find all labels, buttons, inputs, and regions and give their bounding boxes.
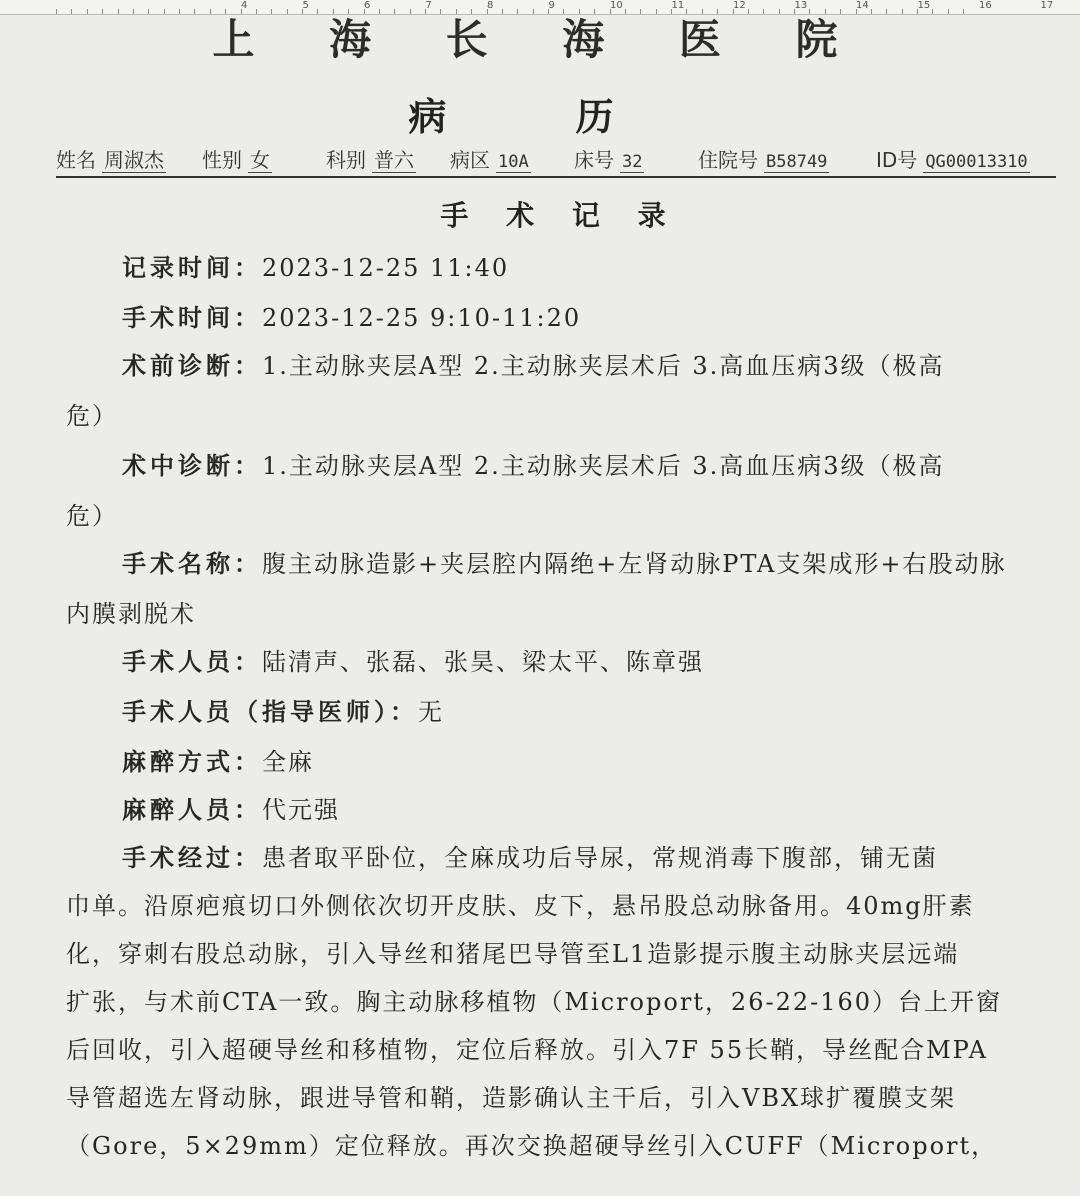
process-line: 扩张，与术前CTA一致。胸主动脉移植物（Microport，26-22-160）台上开窗: [66, 988, 1003, 1016]
dept-label: 科别: [326, 148, 366, 172]
id-number: QG00013310: [925, 152, 1028, 172]
preop-diagnosis: 1.主动脉夹层A型 2.主动脉夹层术后 3.高血压病3级（极高: [262, 352, 945, 380]
ruler-tick-label: 14: [856, 0, 869, 11]
sex-label: 性别: [202, 148, 242, 172]
id-label: ID号: [876, 148, 918, 172]
ruler-tick-label: 6: [364, 0, 371, 11]
admission-number: B58749: [766, 152, 828, 172]
dept-field: [326, 144, 416, 173]
preop-diagnosis-row: [122, 346, 945, 381]
bed-label: 床号: [574, 148, 614, 172]
guide-row: [122, 692, 444, 727]
preop-label: 术前诊断：: [122, 351, 262, 380]
anesthetist: 代元强: [262, 796, 340, 824]
surgery-name-cont: 内膜剥脱术: [66, 600, 196, 628]
anesthesia-label: 麻醉方式：: [122, 747, 262, 776]
record-time-row: [122, 248, 509, 283]
bed-field: [574, 144, 644, 173]
process-line: 化，穿刺右股总动脉，引入导丝和猪尾巴导管至L1造影提示腹主动脉夹层远端: [66, 940, 960, 968]
intraop-label: 术中诊断：: [122, 451, 262, 480]
anesthesia: 全麻: [262, 748, 314, 776]
intraop-diagnosis-row: [122, 446, 945, 481]
surgery-time-label: 手术时间：: [122, 303, 262, 332]
admission-field: [698, 144, 829, 173]
patient-dept: 普六: [374, 148, 414, 172]
ruler-tick-label: 16: [979, 0, 992, 11]
patient-ward: 10A: [498, 152, 529, 172]
anesthetist-label: 麻醉人员：: [122, 795, 262, 824]
patient-sex: 女: [250, 148, 270, 172]
ruler-tick-label: 12: [733, 0, 746, 11]
surgery-name-row: [122, 544, 1007, 579]
section-title: 手 术 记 录: [440, 199, 680, 232]
document-title: 病 历: [408, 94, 672, 139]
process-line: 巾单。沿原疤痕切口外侧依次切开皮肤、皮下，悬吊股总动脉备用。40mg肝素: [66, 892, 975, 920]
ruler-tick-label: 13: [794, 0, 808, 11]
ruler-tick-label: 9: [548, 0, 555, 11]
hospital-name: 上 海 长 海 医 院: [212, 15, 868, 60]
ruler-tick-label: 5: [302, 0, 309, 11]
ruler-tick-label: 10: [610, 0, 623, 11]
name-label: 姓名: [56, 148, 96, 172]
process-line: 导管超选左肾动脉，跟进导管和鞘，造影确认主干后，引入VBX球扩覆膜支架: [66, 1084, 957, 1112]
record-time: 2023-12-25 11:40: [262, 254, 510, 282]
staff-label: 手术人员：: [122, 647, 262, 676]
patient-info-bar: [56, 142, 1056, 178]
ward-label: 病区: [450, 148, 490, 172]
surgery-name-label: 手术名称：: [122, 549, 262, 578]
intraop-diagnosis-cont: 危）: [66, 502, 118, 530]
patient-name-field: [56, 144, 166, 173]
process-label: 手术经过：: [122, 843, 262, 872]
ruler-tick-label: 15: [917, 0, 931, 11]
patient-name: 周淑杰: [104, 148, 164, 172]
surgery-time-row: [122, 298, 581, 333]
anesthetist-row: [122, 790, 340, 825]
guide: 无: [418, 698, 444, 726]
surgery-name: 腹主动脉造影+夹层腔内隔绝+左肾动脉PTA支架成形+右股动脉: [262, 550, 1007, 578]
surgery-time: 2023-12-25 9:10-11:20: [262, 304, 582, 332]
sex-field: [202, 144, 272, 173]
ruler-tick-label: 11: [671, 0, 685, 11]
patient-bed: 32: [622, 152, 643, 172]
staff-row: [122, 642, 704, 677]
ruler-tick-label: 7: [425, 0, 432, 11]
staff: 陆清声、张磊、张昊、梁太平、陈章强: [262, 648, 704, 676]
ruler: [0, 0, 1080, 15]
id-field: [876, 144, 1030, 173]
intraop-diagnosis: 1.主动脉夹层A型 2.主动脉夹层术后 3.高血压病3级（极高: [262, 452, 945, 480]
process-line: 后回收，引入超硬导丝和移植物，定位后释放。引入7F 55长鞘，导丝配合MPA: [66, 1036, 988, 1064]
anesthesia-row: [122, 742, 314, 777]
record-time-label: 记录时间：: [122, 253, 262, 282]
ward-field: [450, 144, 531, 173]
ruler-tick-label: 8: [487, 0, 494, 11]
process-first-line: 患者取平卧位，全麻成功后导尿，常规消毒下腹部，铺无菌: [262, 844, 938, 872]
process-row: [122, 838, 938, 873]
process-line: （Gore，5×29mm）定位释放。再次交换超硬导丝引入CUFF（Microport，: [66, 1132, 998, 1160]
ruler-tick-label: 4: [241, 0, 248, 11]
preop-diagnosis-cont: 危）: [66, 402, 118, 430]
admission-label: 住院号: [698, 148, 758, 172]
guide-label: 手术人员（指导医师）：: [122, 697, 418, 726]
ruler-tick-label: 17: [1040, 0, 1054, 11]
